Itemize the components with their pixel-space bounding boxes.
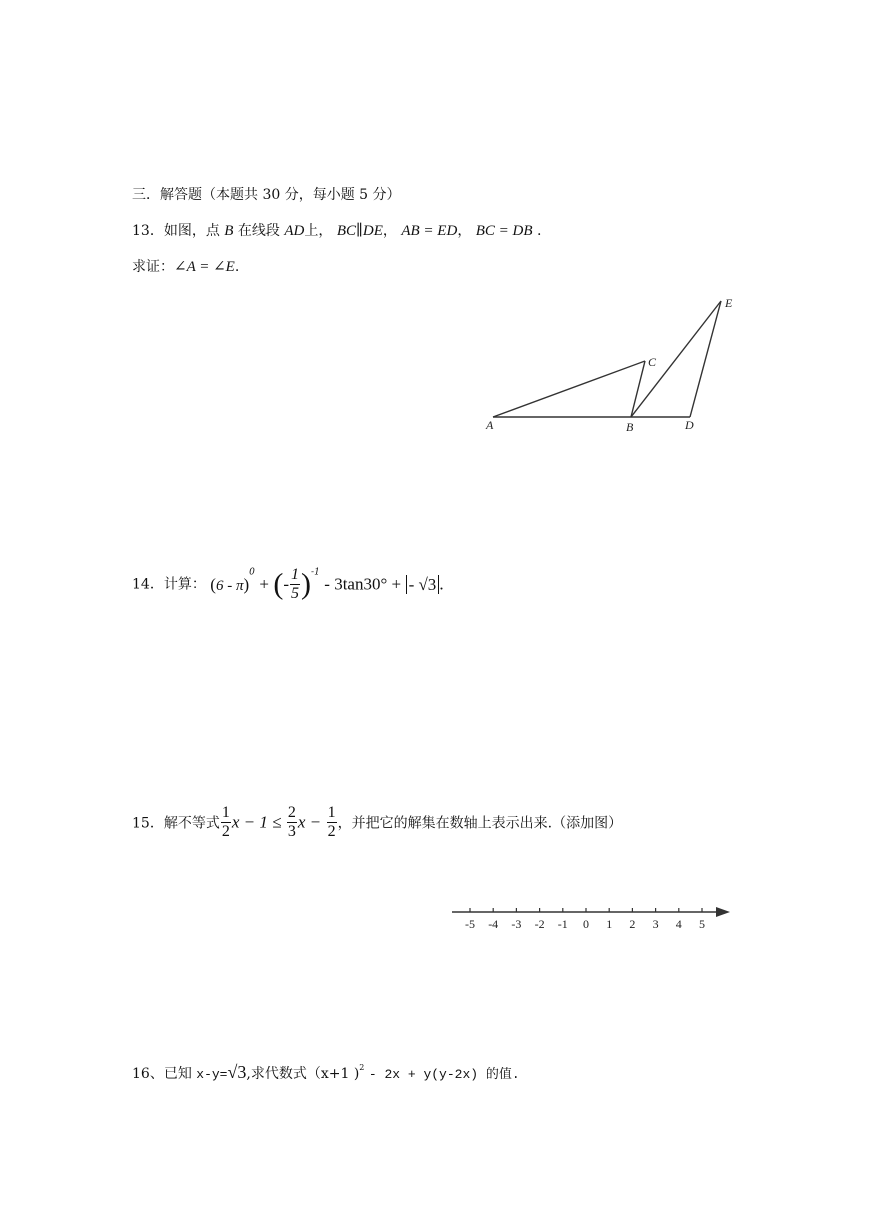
axis-tick-label: 5 bbox=[699, 917, 705, 931]
axis-tick-label: 1 bbox=[606, 917, 613, 931]
q16-tail: ,求代数式（x+1 ) bbox=[246, 1066, 360, 1082]
q13-comma1: ， bbox=[382, 223, 397, 239]
axis-arrow bbox=[716, 907, 730, 917]
q14-term3: - 3tan30° + bbox=[324, 574, 402, 594]
q13-point-b: B bbox=[224, 223, 234, 239]
label-a: A bbox=[486, 418, 494, 432]
q13-intro3: 上， bbox=[304, 223, 333, 239]
axis-tick-label: 4 bbox=[675, 917, 682, 931]
q13-comma2: ， bbox=[457, 223, 472, 239]
axis-tick-label: -4 bbox=[488, 917, 499, 931]
axis-tick-label: 3 bbox=[652, 917, 659, 931]
question-15 bbox=[132, 804, 622, 841]
axis-tick-label: -2 bbox=[534, 917, 545, 931]
axis-tick-label: -3 bbox=[511, 917, 522, 931]
q15-mid2: x − bbox=[297, 812, 322, 832]
q13-triangle-figure bbox=[480, 290, 750, 440]
q14-term1: (6 - π) bbox=[210, 574, 250, 594]
q13-prove-stmt: ∠A = ∠E bbox=[174, 259, 235, 275]
q14-paren-open: ( bbox=[273, 567, 284, 601]
q14-term2-sign: - bbox=[283, 574, 290, 594]
section-heading: 三．解答题（本题共 30 分，每小题 5 分） bbox=[132, 187, 401, 203]
q15-number-line bbox=[448, 900, 738, 940]
q14-number: 14． bbox=[132, 576, 164, 593]
q13-prove-end: . bbox=[234, 259, 240, 275]
segment-ac bbox=[493, 361, 645, 417]
q15-fraction-3: $\frac{1}{2}$ bbox=[327, 804, 336, 840]
label-e: E bbox=[725, 296, 733, 310]
question-13 bbox=[132, 220, 541, 240]
label-c: C bbox=[648, 355, 657, 369]
q16-expr1: x-y= bbox=[196, 1067, 228, 1082]
q13-end: . bbox=[537, 223, 542, 239]
q13-intro2: 在线段 bbox=[237, 223, 280, 239]
q13-prove bbox=[132, 256, 239, 276]
q15-tail: ，并把它的解集在数轴上表示出来.（添加图） bbox=[337, 815, 623, 832]
question-16 bbox=[132, 1062, 520, 1083]
q13-intro1: 如图，点 bbox=[163, 223, 220, 239]
q15-fraction-2: $\frac{2}{3}$ bbox=[287, 804, 296, 840]
q14-paren-close: ) bbox=[301, 567, 312, 601]
segment-be bbox=[631, 301, 721, 417]
q14-fraction: $\frac{1}{5}$ bbox=[291, 566, 300, 602]
q14-term2-exp: -1 bbox=[311, 567, 320, 578]
axis-tick-label: -1 bbox=[557, 917, 568, 931]
q15-fraction-1: $\frac{1}{2}$ bbox=[221, 804, 230, 840]
q13-cond3: BC = DB bbox=[475, 223, 533, 239]
q14-plus1: + bbox=[259, 574, 269, 594]
q16-label: 已知 bbox=[163, 1066, 192, 1082]
q16-sqrt: √3 bbox=[227, 1062, 247, 1082]
q16-tail2: - 2x + y(y-2x) 的值. bbox=[368, 1067, 520, 1082]
q13-cond1: BC∥DE bbox=[336, 223, 383, 239]
axis-tick-label: -5 bbox=[465, 917, 475, 931]
segment-ed bbox=[690, 301, 721, 417]
q13-number: 13． bbox=[132, 223, 164, 239]
q13-seg-ad: AD bbox=[284, 223, 305, 239]
q14-term1-exp: 0 bbox=[249, 567, 255, 578]
q15-mid1: x − 1 ≤ bbox=[231, 812, 282, 832]
label-b: B bbox=[626, 420, 634, 434]
q14-end: . bbox=[439, 574, 444, 594]
label-d: D bbox=[685, 418, 694, 432]
axis-tick-label: 0 bbox=[583, 917, 589, 931]
axis-tick-label: 2 bbox=[629, 917, 636, 931]
q15-label: 解不等式 bbox=[163, 815, 220, 832]
q16-number: 16、 bbox=[132, 1066, 164, 1082]
q15-number: 15． bbox=[132, 815, 164, 832]
q13-prove-label: 求证： bbox=[132, 259, 174, 275]
question-14 bbox=[132, 566, 444, 603]
q13-cond2: AB = ED bbox=[401, 223, 458, 239]
q16-square: 2 bbox=[359, 1063, 365, 1072]
q14-abs-value: - √3 bbox=[406, 575, 440, 594]
q14-label: 计算： bbox=[163, 576, 206, 593]
